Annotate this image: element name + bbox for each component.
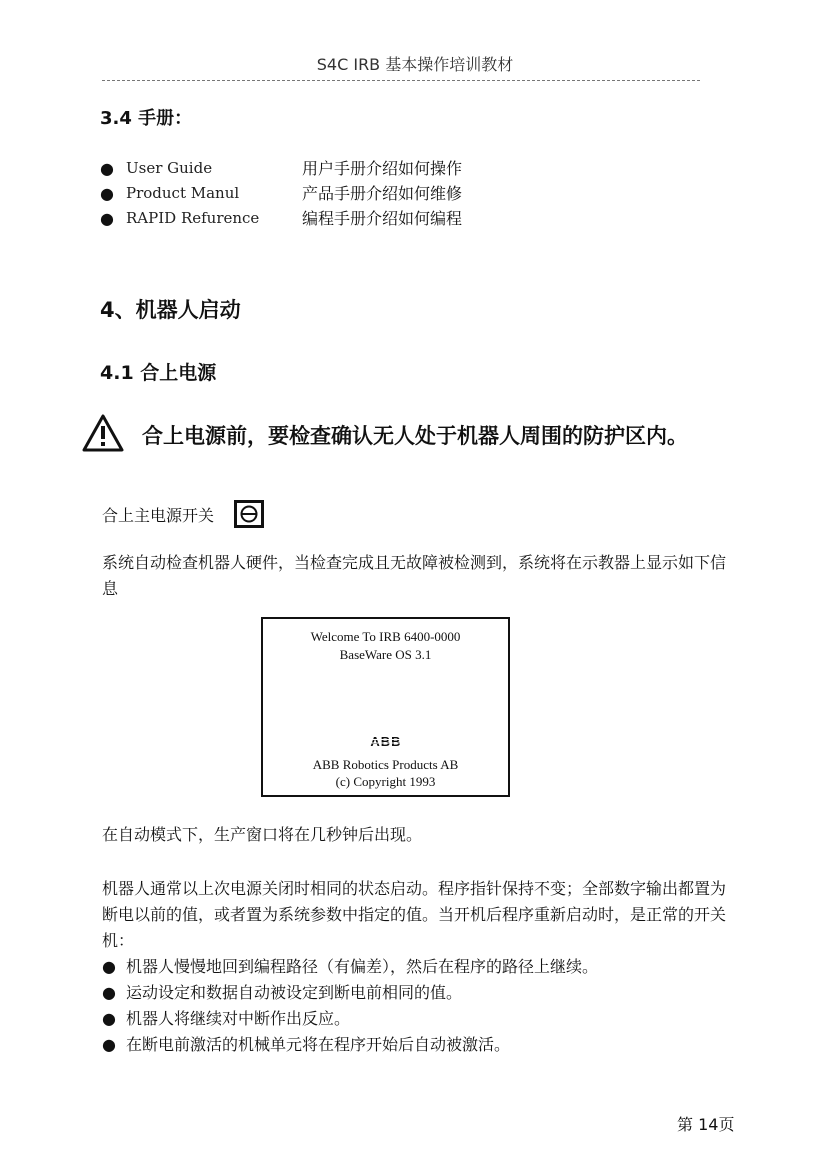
main-switch-row: [102, 500, 264, 528]
list-item-text: 机器人慢慢地回到编程路径（有偏差），然后在程序的路径上继续。: [126, 957, 599, 976]
manual-name: User Guide: [126, 159, 213, 177]
auto-mode-paragraph: 在自动模式下，生产窗口将在几秒钟后出现。: [102, 825, 423, 844]
manual-name: RAPID Refurence: [126, 209, 260, 227]
bullet-icon: ●: [102, 957, 116, 976]
list-item: [102, 1032, 727, 1058]
restart-bullet-list: [102, 954, 727, 1058]
bullet-icon: ●: [100, 209, 114, 228]
power-switch-icon: [234, 500, 264, 528]
header-title: S4C IRB 基本操作培训教材: [316, 55, 514, 74]
list-item-text: 机器人将继续对中断作出反应。: [126, 1009, 351, 1028]
abb-logo-text: ABB: [369, 735, 402, 749]
manual-name: Product Manul: [126, 184, 240, 202]
list-item: [100, 181, 462, 206]
self-check-paragraph: 系统自动检查机器人硬件，当检查完成且无故障被检测到，系统将在示教器上显示如下信息: [102, 553, 727, 598]
bullet-icon: ●: [102, 1035, 116, 1054]
manual-description: 产品手册介绍如何维修: [302, 184, 463, 203]
manual-description: 编程手册介绍如何编程: [302, 209, 463, 228]
warning-text: 合上电源前，要检查确认无人处于机器人周围的防护区内。: [142, 424, 688, 448]
list-item: [102, 980, 727, 1006]
bullet-icon: ●: [100, 184, 114, 203]
header-divider: [102, 80, 700, 81]
manual-list: [100, 156, 462, 231]
section-4-1-heading: 4.1 合上电源: [100, 362, 217, 384]
list-item: [100, 156, 462, 181]
page-number: 第 14页: [677, 1115, 735, 1134]
screen-os-version: BaseWare OS 3.1: [339, 647, 432, 662]
bullet-icon: ●: [102, 1009, 116, 1028]
manual-description: 用户手册介绍如何操作: [302, 159, 463, 178]
list-item-text: 运动设定和数据自动被设定到断电前相同的值。: [126, 983, 463, 1002]
screen-copyright: (c) Copyright 1993: [335, 774, 436, 789]
bullet-icon: ●: [100, 159, 114, 178]
section-3-4-heading: 3.4 手册：: [100, 108, 193, 129]
list-item-text: 在断电前激活的机械单元将在程序开始后自动被激活。: [126, 1035, 511, 1054]
teach-pendant-screen: [261, 617, 510, 797]
section-4-heading: 4、机器人启动: [100, 298, 241, 322]
warning-triangle-icon: [82, 414, 124, 456]
list-item: [100, 206, 462, 231]
screen-company: ABB Robotics Products AB: [312, 757, 459, 772]
screen-welcome-text: Welcome To IRB 6400-0000: [310, 629, 461, 644]
restart-paragraph: 机器人通常以上次电源关闭时相同的状态启动。程序指针保持不变；全部数字输出都置为断电以前的值，或者置为系统参数中指定的值。当开机后程序重新启动时，是正常的开关机：: [102, 879, 727, 950]
bullet-icon: ●: [102, 983, 116, 1002]
main-switch-label: 合上主电源开关: [102, 505, 215, 525]
warning-row: [82, 414, 688, 456]
list-item: [102, 954, 727, 980]
abb-logo: [368, 735, 404, 749]
list-item: [102, 1006, 727, 1032]
